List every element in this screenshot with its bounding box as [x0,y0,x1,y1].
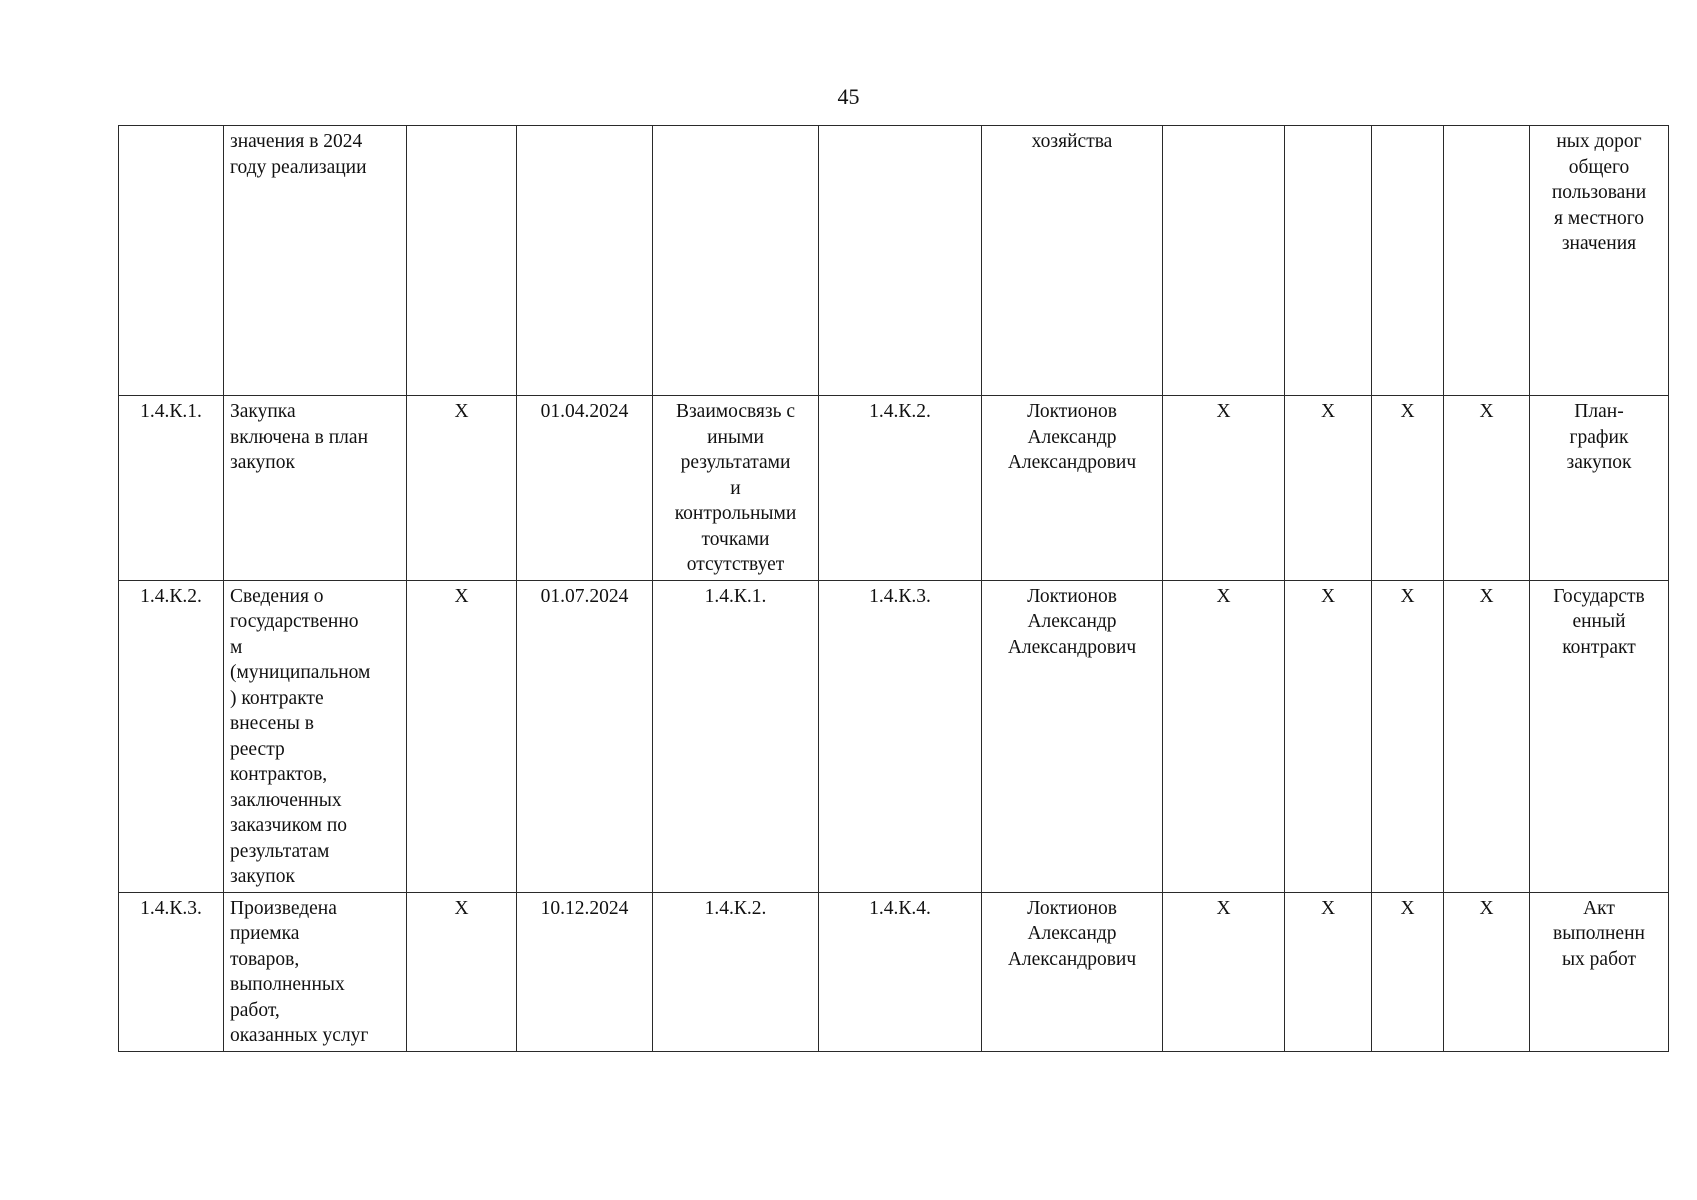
cell-responsible: Локтионов Александр Александрович [982,396,1163,581]
table-row [119,126,1669,396]
cell-name: Закупка включена в план закупок [224,396,407,581]
cell-document: План- график закупок [1530,396,1669,581]
cell-name: Сведения о государственно м (муниципальном ) контракте внесены в реестр контрактов, заключенных заказчиком по результатам закупок [224,580,407,892]
cell-x-2 [1285,126,1372,396]
cell-predecessor: 1.4.К.2. [653,892,819,1051]
table-row [119,396,1669,581]
cell-predecessor [653,126,819,396]
cell-x-2: Х [1285,580,1372,892]
cell-number: 1.4.К.3. [119,892,224,1051]
cell-successor: 1.4.К.3. [819,580,982,892]
cell-predecessor: 1.4.К.1. [653,580,819,892]
cell-number [119,126,224,396]
cell-x-4: Х [1444,396,1530,581]
table-row [119,892,1669,1051]
cell-successor: 1.4.К.4. [819,892,982,1051]
cell-end-date: 01.04.2024 [517,396,653,581]
cell-x-4: Х [1444,892,1530,1051]
cell-x-1 [1163,126,1285,396]
cell-successor: 1.4.К.2. [819,396,982,581]
cell-responsible: Локтионов Александр Александрович [982,580,1163,892]
cell-x-3 [1372,126,1444,396]
cell-start-date: Х [407,580,517,892]
cell-x-3: Х [1372,396,1444,581]
cell-document: ных дорог общего пользовани я местного значения [1530,126,1669,396]
cell-start-date: Х [407,892,517,1051]
cell-responsible: Локтионов Александр Александрович [982,892,1163,1051]
cell-document: Государств енный контракт [1530,580,1669,892]
cell-x-1: Х [1163,580,1285,892]
cell-x-3: Х [1372,892,1444,1051]
cell-end-date: 01.07.2024 [517,580,653,892]
table-row [119,580,1669,892]
cell-successor [819,126,982,396]
cell-x-2: Х [1285,396,1372,581]
cell-start-date [407,126,517,396]
cell-name: значения в 2024 году реализации [224,126,407,396]
cell-predecessor: Взаимосвязь с иными результатами и контрольными точками отсутствует [653,396,819,581]
cell-end-date [517,126,653,396]
data-table [118,125,1669,1052]
cell-start-date: Х [407,396,517,581]
cell-number: 1.4.К.1. [119,396,224,581]
page-number: 45 [837,84,860,109]
cell-end-date: 10.12.2024 [517,892,653,1051]
cell-x-4 [1444,126,1530,396]
cell-x-1: Х [1163,892,1285,1051]
cell-responsible: хозяйства [982,126,1163,396]
cell-document: Акт выполненн ых работ [1530,892,1669,1051]
cell-x-1: Х [1163,396,1285,581]
cell-name: Произведена приемка товаров, выполненных работ, оказанных услуг [224,892,407,1051]
cell-x-2: Х [1285,892,1372,1051]
cell-number: 1.4.К.2. [119,580,224,892]
cell-x-3: Х [1372,580,1444,892]
cell-x-4: Х [1444,580,1530,892]
